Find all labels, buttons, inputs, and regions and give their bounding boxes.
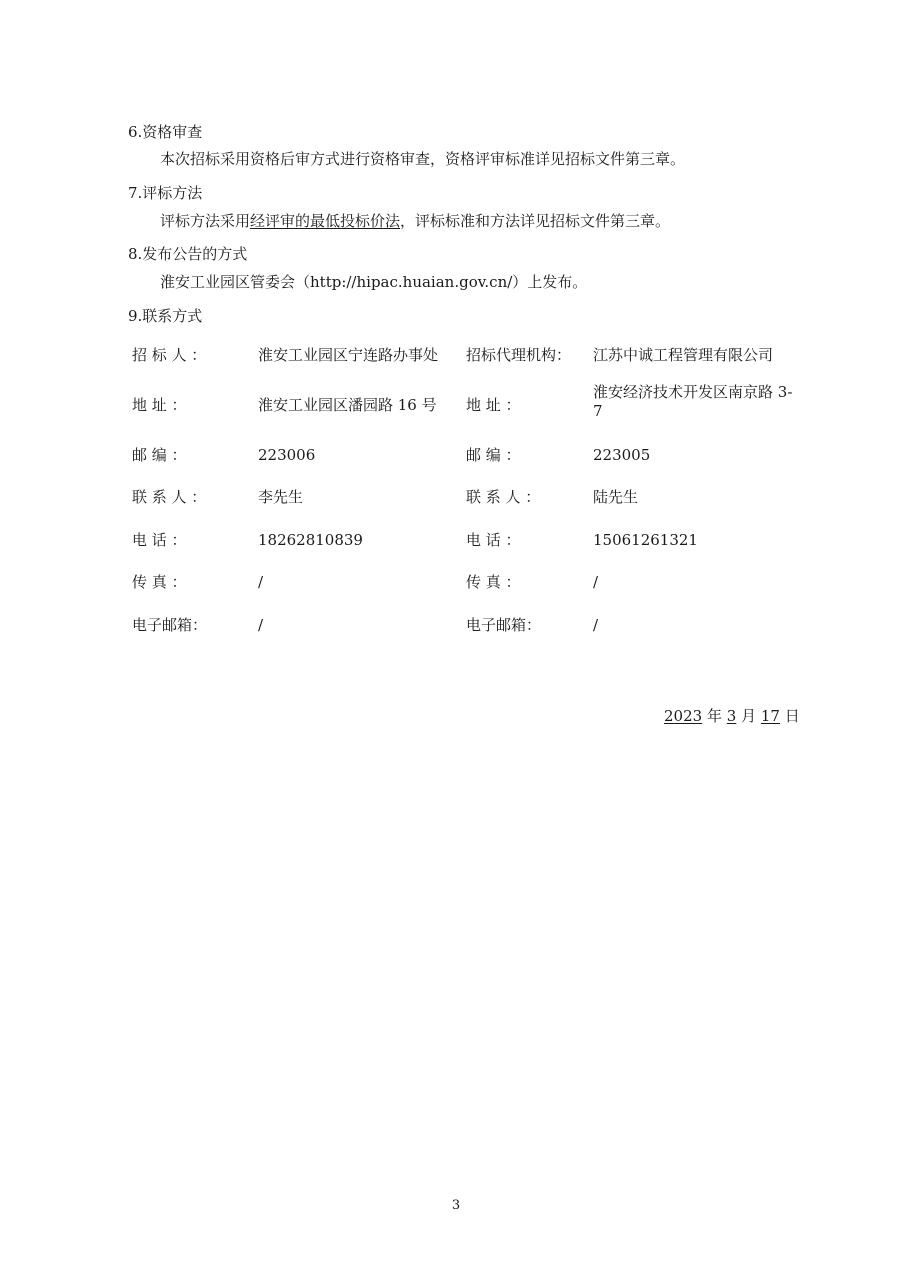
section-7-text-after: ，评标标准和方法详见招标文件第三章。 [400,212,671,230]
left-value: 李先生 [258,488,304,506]
date-day: 17 [760,707,780,725]
right-value: 江苏中诚工程管理有限公司 [593,346,774,364]
left-value: 223006 [258,446,316,464]
right-label: 邮 编 ： [466,446,521,464]
section-7-text-underlined: 经评审的最低投标价法 [250,212,401,230]
section-7-heading: 7.评标方法 [128,184,203,202]
right-label: 传 真 ： [466,573,521,591]
right-label: 电子邮箱： [466,616,542,634]
section-8-text: 淮安工业园区管委会（http://hipac.huaian.gov.cn/）上发布。 [160,273,588,291]
right-value: 陆先生 [593,488,639,506]
left-label: 邮 编 ： [132,446,187,464]
right-label: 招标代理机构： [466,346,572,364]
page-number: 3 [451,1198,461,1213]
right-value: / [593,573,599,591]
right-label: 电 话 ： [466,531,521,549]
left-value: 18262810839 [258,531,363,549]
left-value: 淮安工业园区潘园路 16 号 [258,396,437,414]
issue-date [664,706,800,726]
left-label: 联 系 人 ： [132,488,207,506]
section-6-text: 本次招标采用资格后审方式进行资格审查，资格评审标准详见招标文件第三章。 [160,150,686,168]
left-label: 招 标 人 ： [132,346,207,364]
section-6-heading: 6.资格审查 [128,123,203,141]
date-month: 3 [726,707,737,725]
date-day-unit: 日 [784,707,800,725]
right-value: / [593,616,599,634]
date-month-unit: 月 [741,707,757,725]
section-7-text [160,211,670,231]
left-label: 传 真 ： [132,573,187,591]
right-label: 联 系 人 ： [466,488,541,506]
right-value: 淮安经济技术开发区南京路 3-7 [593,383,793,420]
right-value: 15061261321 [593,531,698,549]
date-year-unit: 年 [706,707,722,725]
left-label: 电子邮箱： [132,616,208,634]
left-value: / [258,616,264,634]
left-value: 淮安工业园区宁连路办事处 [258,346,439,364]
date-year: 2023 [664,707,703,725]
right-label: 地 址 ： [466,396,521,414]
right-value: 223005 [593,446,651,464]
left-label: 地 址 ： [132,396,187,414]
left-value: / [258,573,264,591]
section-8-heading: 8.发布公告的方式 [128,245,248,263]
section-9-heading: 9.联系方式 [128,307,203,325]
left-label: 电 话 ： [132,531,187,549]
section-7-text-before: 评标方法采用 [160,212,251,230]
